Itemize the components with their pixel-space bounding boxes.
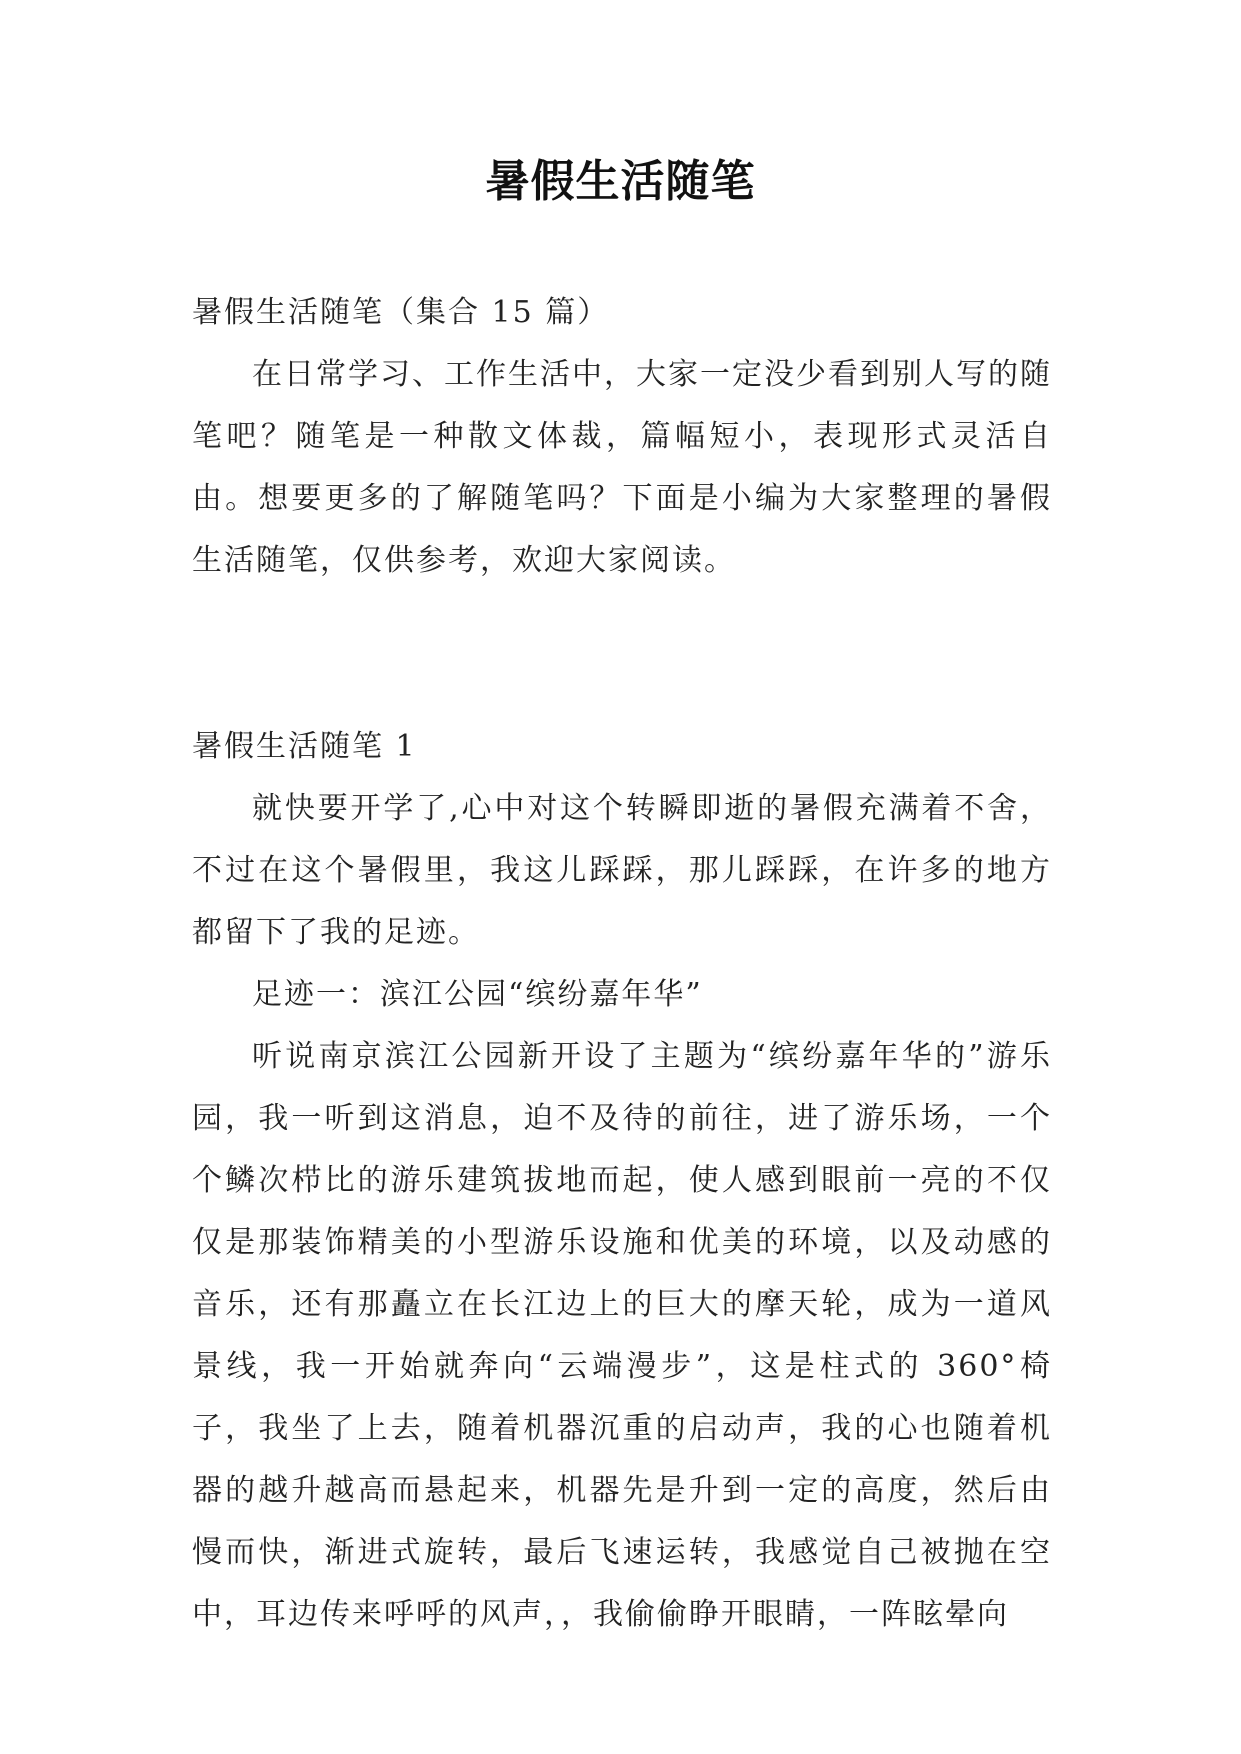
document-body — [192, 282, 1052, 1646]
body-paragraph-2: 听说南京滨江公园新开设了主题为“缤纷嘉年华的”游乐园，我一听到这消息，迫不及待的前往，进了游乐场，一个个鳞次栉比的游乐建筑拔地而起，使人感到眼前一亮的不仅仅是那装饰精美的小型游乐设施和优美的环境，以及动感的音乐，还有那矗立在长江边上的巨大的摩天轮，成为一道风景线，我一开始就奔向“云端漫步”，这是柱式的 360°椅子，我坐了上去，随着机器沉重的启动声，我的心也随着机器的越升越高而悬起来，机器先是升到一定的高度，然后由慢而快，渐进式旋转，最后飞速运转，我感觉自己被抛在空中，耳边传来呼呼的风声，，我偷偷睁开眼睛，一阵眩晕向 — [192, 1039, 1052, 1632]
section-spacer — [192, 592, 1052, 716]
sub-heading: 足迹一：滨江公园“缤纷嘉年华” — [252, 977, 703, 1012]
section-heading: 暑假生活随笔 1 — [192, 729, 417, 764]
collection-subtitle: 暑假生活随笔（集合 15 篇） — [192, 295, 610, 330]
document-title: 暑假生活随笔 — [485, 156, 756, 207]
intro-paragraph: 在日常学习、工作生活中，大家一定没少看到别人写的随笔吧？随笔是一种散文体裁，篇幅短小，表现形式灵活自由。想要更多的了解随笔吗？下面是小编为大家整理的暑假生活随笔，仅供参考，欢迎大家阅读。 — [192, 357, 1052, 578]
body-paragraph-1: 就快要开学了,心中对这个转瞬即逝的暑假充满着不舍，不过在这个暑假里，我这儿踩踩，那儿踩踩，在许多的地方都留下了我的足迹。 — [192, 791, 1052, 950]
